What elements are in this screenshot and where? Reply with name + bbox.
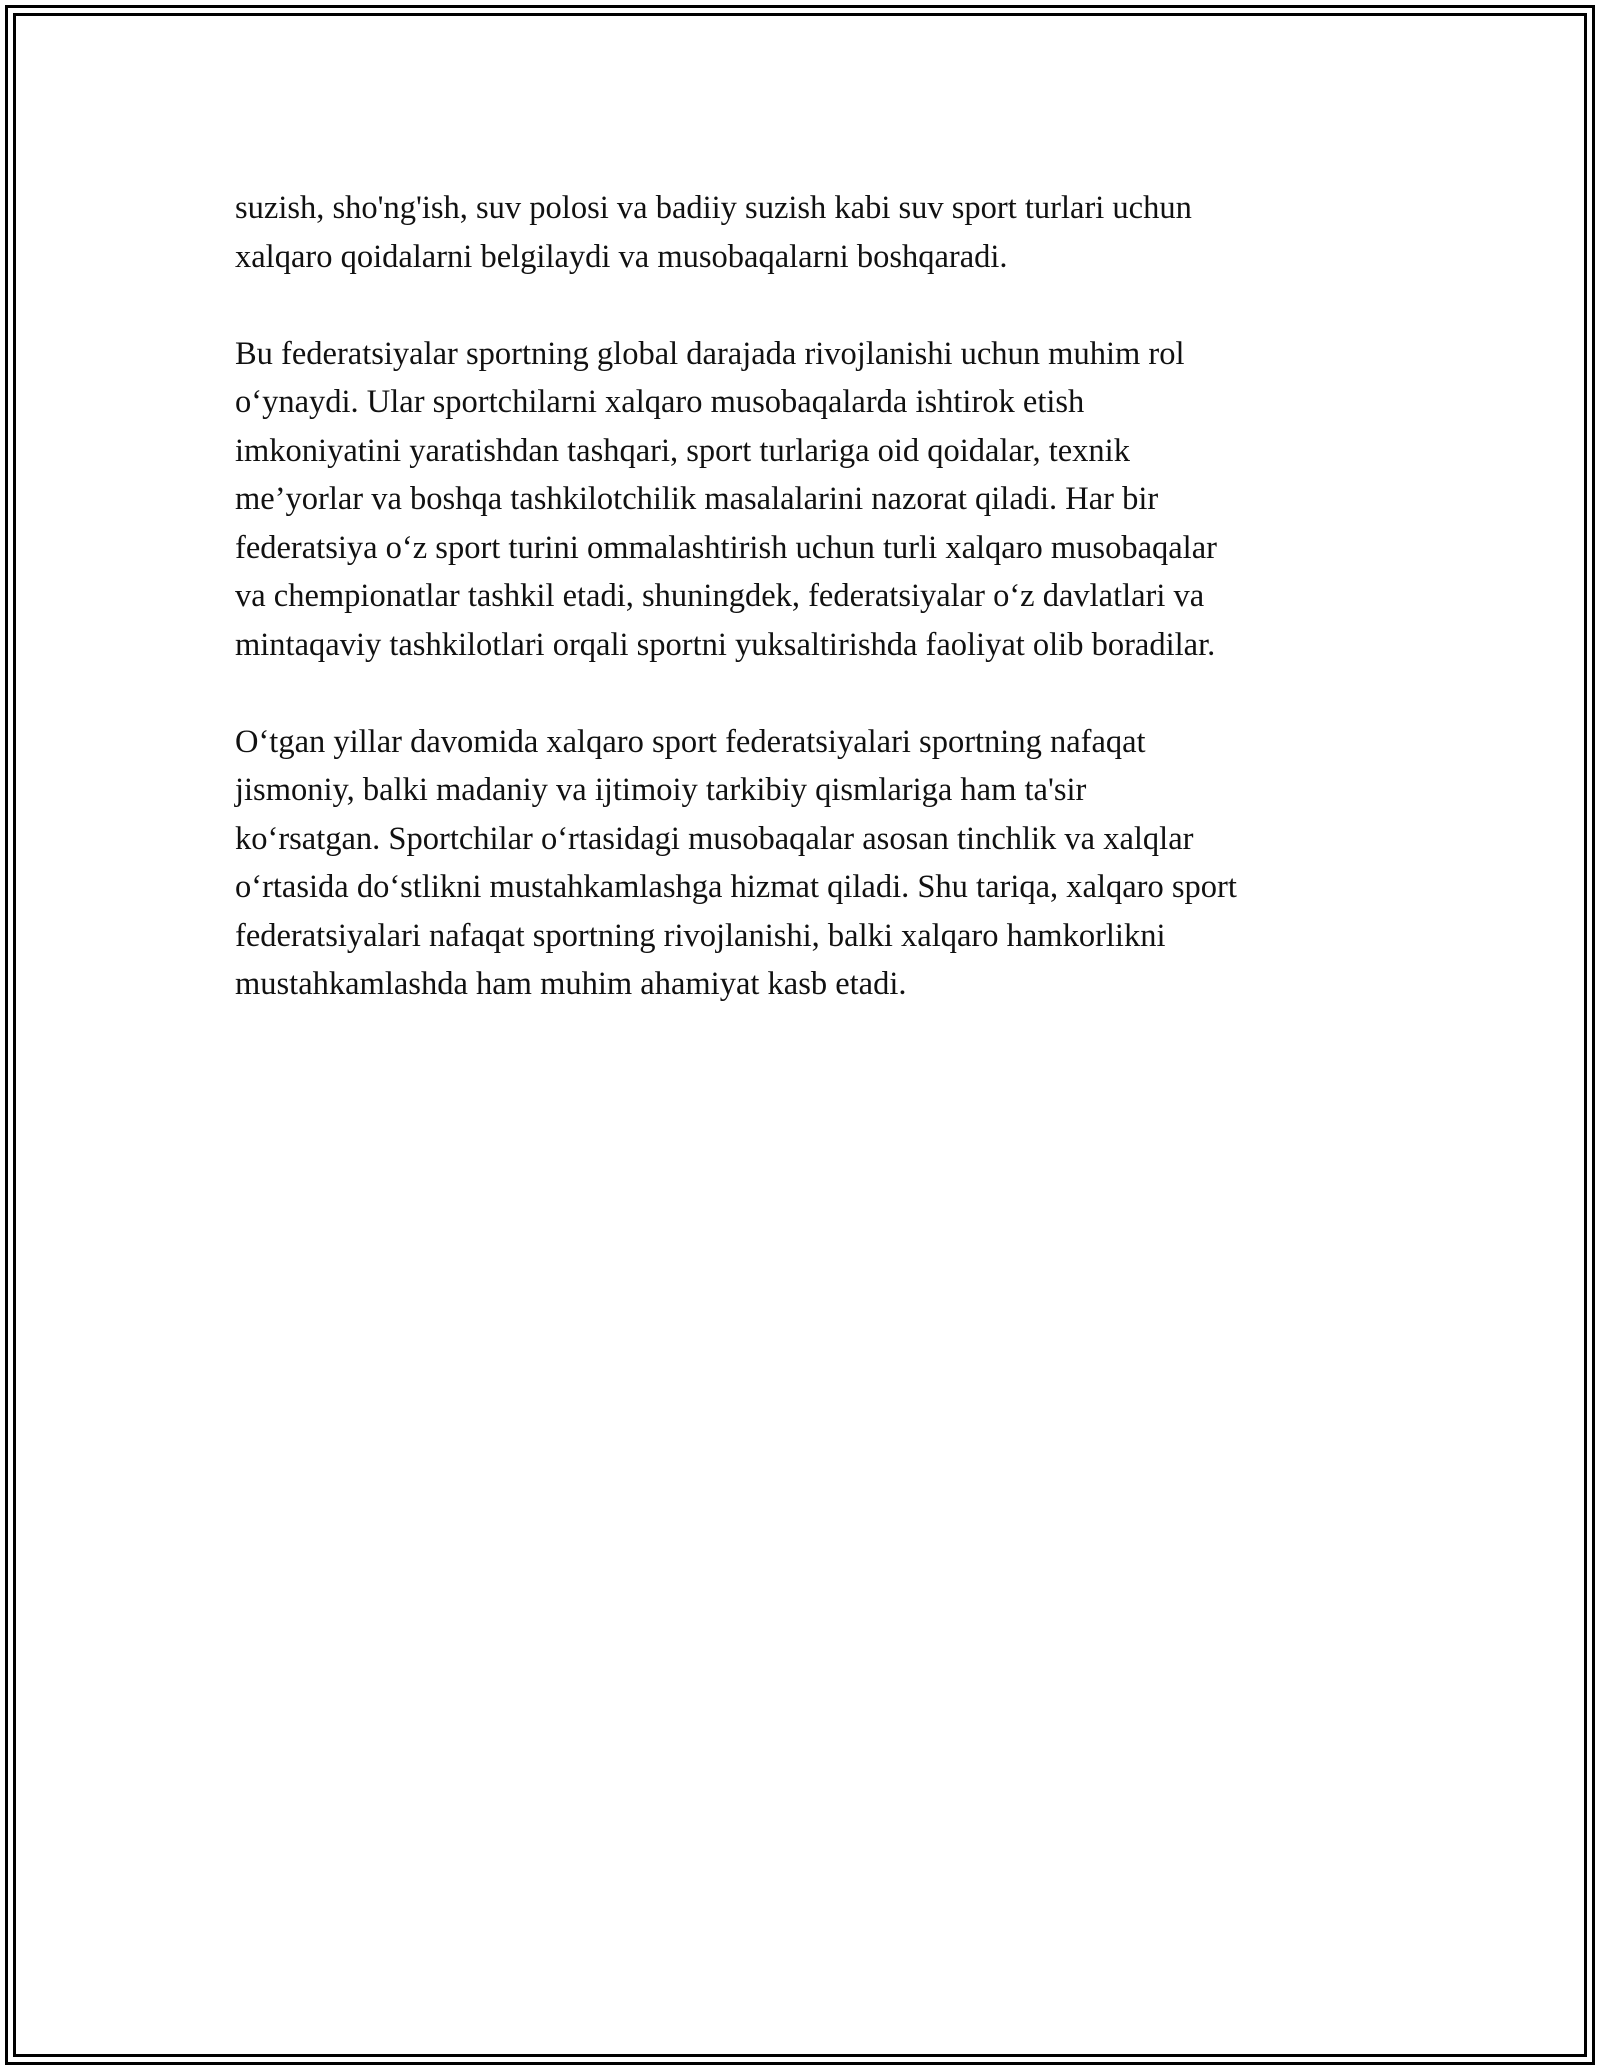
document-body [235,184,1435,1057]
text-line: suzish, sho'ng'ish, suv polosi va badiiy suzish kabi suv sport turlari uchun [235,190,1192,226]
text-line: mintaqaviy tashkilotlari orqali sportni yuksaltirishda faoliyat olib boradilar. [235,626,1216,663]
text-line: o‘rtasida do‘stlikni mustahkamlashga hizmat qiladi. Shu tariqa, xalqaro sport [235,869,1237,905]
text-line: federatsiyalari nafaqat sportning rivojlanishi, balki xalqaro hamkorlikni [235,917,1166,954]
text-line: jismoniy, balki madaniy va ijtimoiy tarkibiy qismlariga ham ta'sir [235,772,1087,808]
text-line: mustahkamlashda ham muhim ahamiyat kasb etadi. [235,966,907,1002]
paragraph-2 [235,330,1435,670]
text-line: O‘tgan yillar davomida xalqaro sport federatsiyalari sportning nafaqat [235,723,1146,760]
text-line: xalqaro qoidalarni belgilaydi va musobaqalarni boshqaradi. [235,238,1008,275]
text-line: federatsiya o‘z sport turini ommalashtirish uchun turli xalqaro musobaqalar [235,529,1217,566]
text-line: me’yorlar va boshqa tashkilotchilik masalalarini nazorat qiladi. Har bir [235,481,1159,517]
text-line: va chempionatlar tashkil etadi, shuningdek, federatsiyalar o‘z davlatlari va [235,578,1205,614]
paragraph-3 [235,718,1435,1009]
text-line: o‘ynaydi. Ular sportchilarni xalqaro musobaqalarda ishtirok etish [235,384,1085,420]
text-line: imkoniyatini yaratishdan tashqari, sport turlariga oid qoidalar, texnik [235,432,1130,469]
text-line: Bu federatsiyalar sportning global darajada rivojlanishi uchun muhim rol [235,335,1185,372]
text-line: ko‘rsatgan. Sportchilar o‘rtasidagi musobaqalar asosan tinchlik va xalqlar [235,820,1194,857]
paragraph-1 [235,184,1435,281]
